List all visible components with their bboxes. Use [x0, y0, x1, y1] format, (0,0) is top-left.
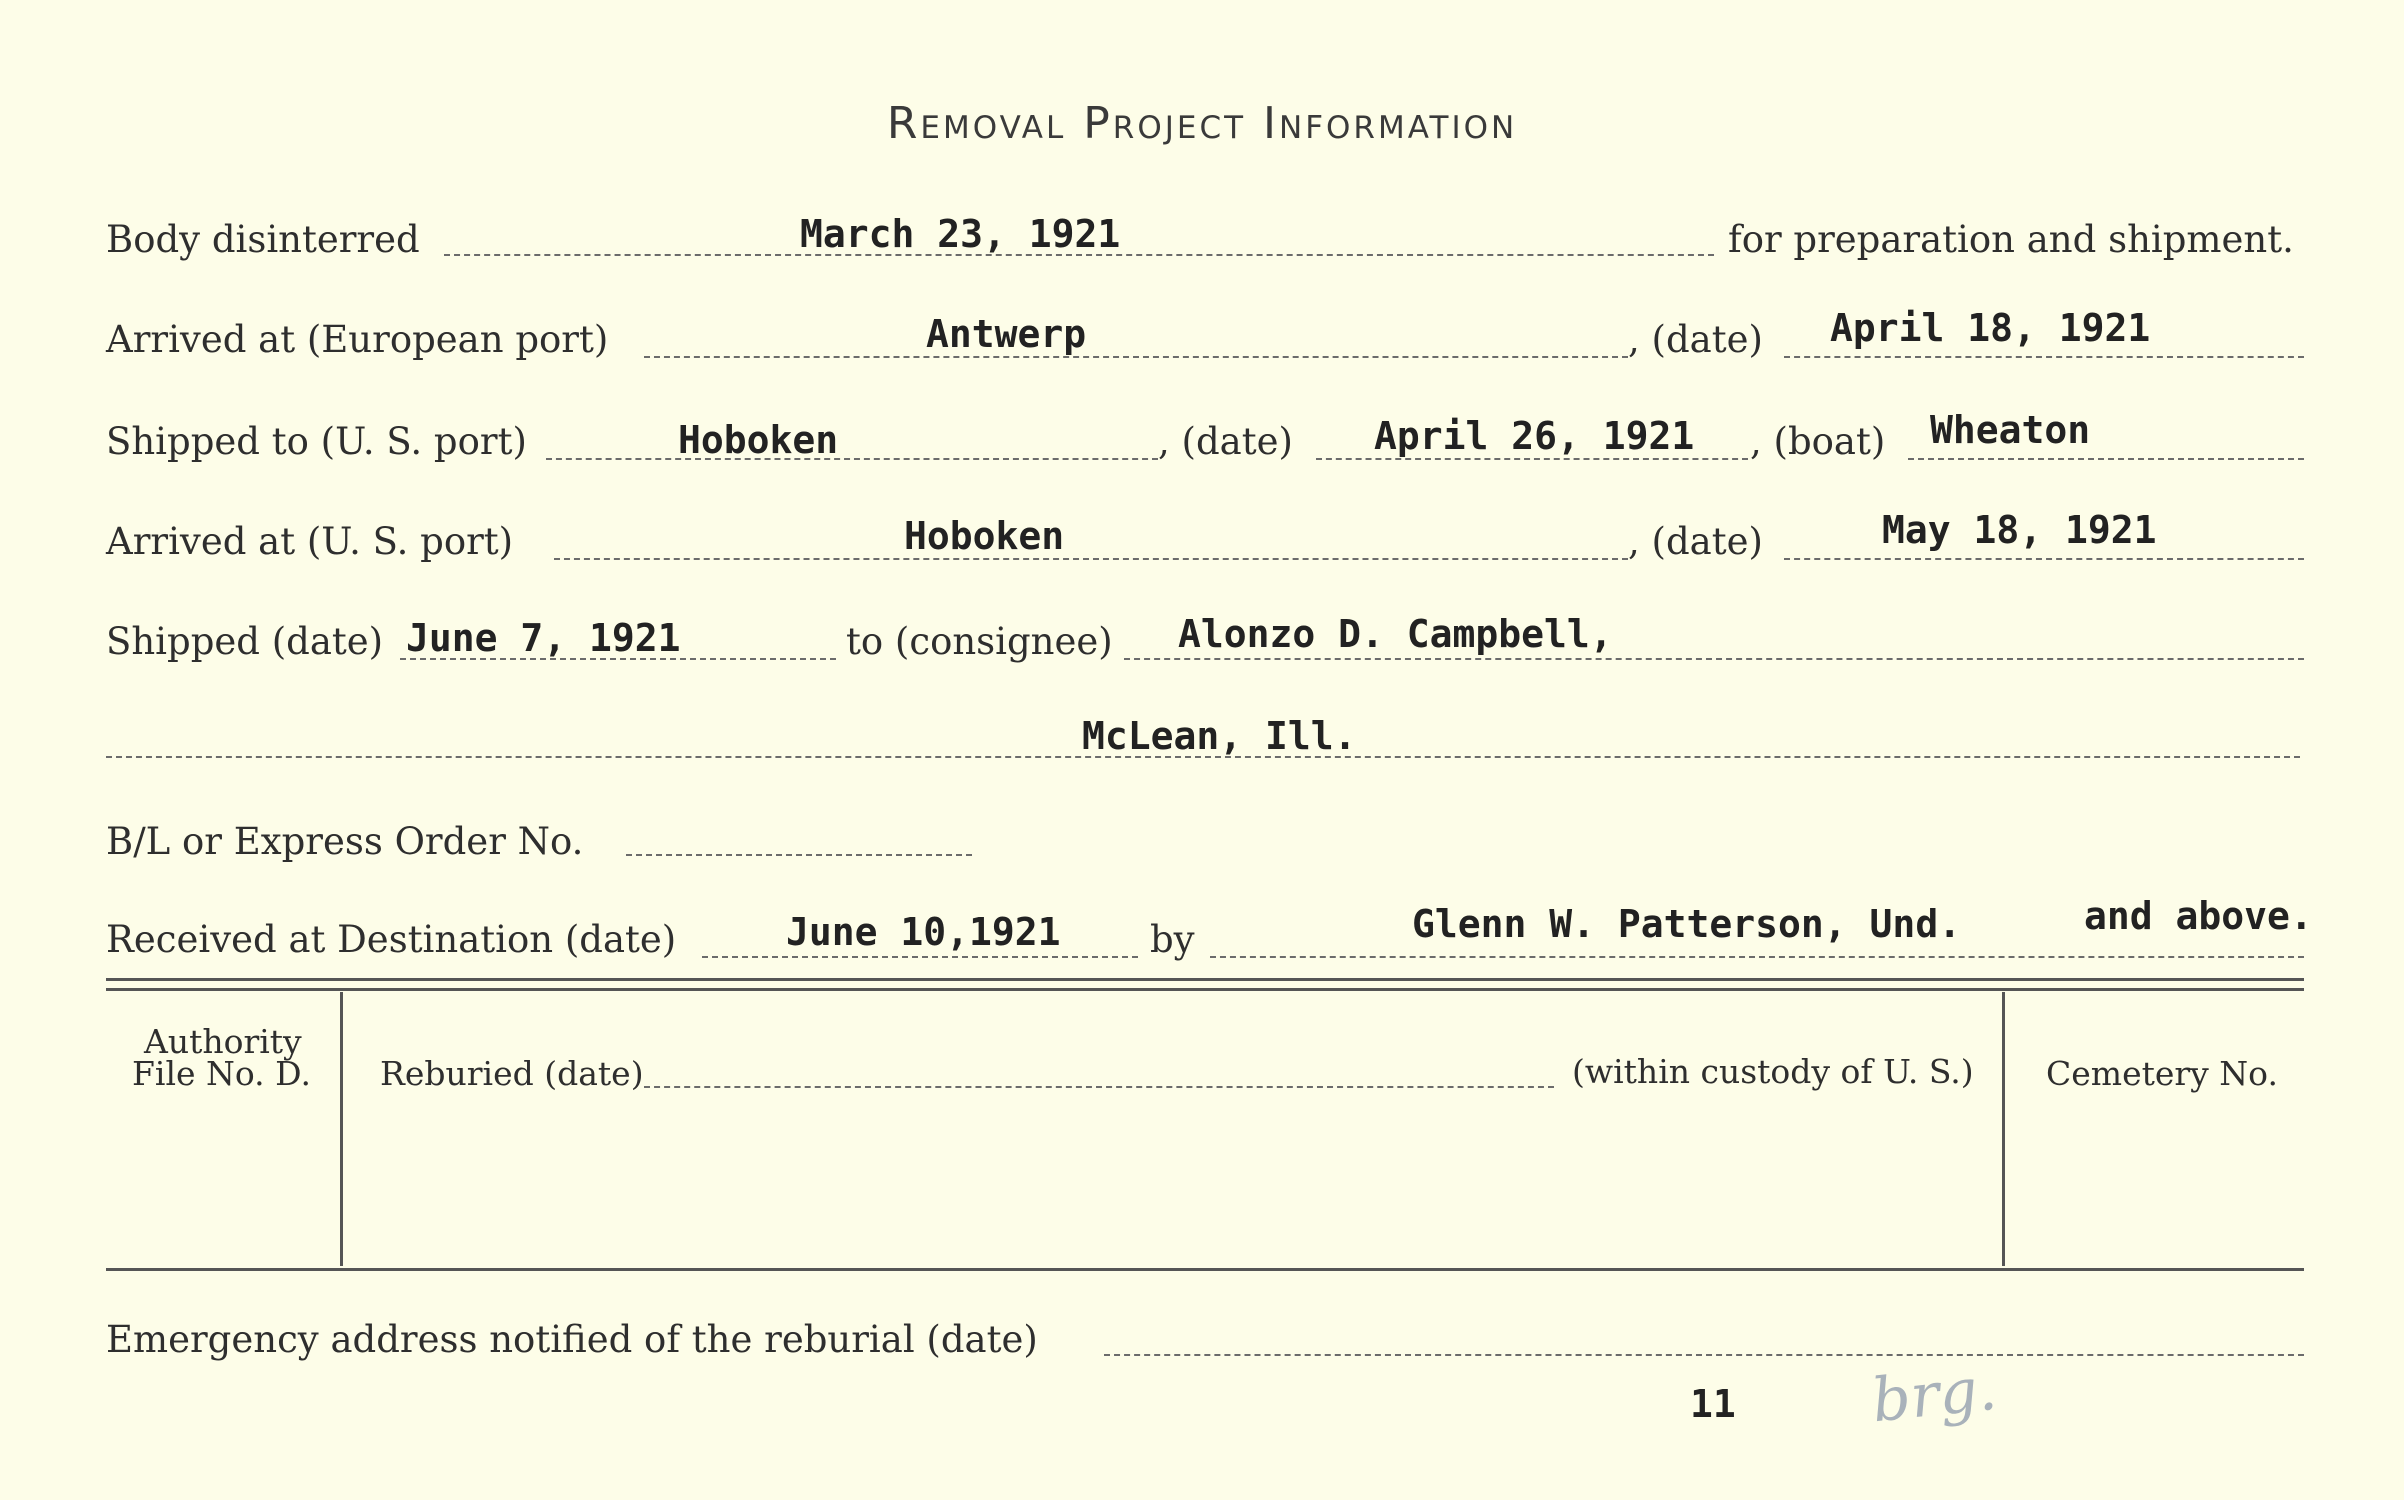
arrived-us-line — [554, 558, 1628, 560]
arrived-us-date-line — [1784, 558, 2304, 560]
section-divider-left — [340, 992, 343, 1266]
shipped-us-line — [546, 458, 1158, 460]
received-label: Received at Destination (date) — [106, 918, 677, 961]
bl-order-line — [626, 854, 972, 856]
shipped-us-date-line — [1316, 458, 1748, 460]
received-date-line — [702, 956, 1138, 958]
arrived-european-port: Antwerp — [926, 312, 1087, 356]
arrived-european-date-label: , (date) — [1628, 318, 1763, 361]
received-by: Glenn W. Patterson, Und. — [1412, 902, 1962, 946]
footer-code: 11 — [1690, 1382, 1736, 1426]
arrived-european-date-line — [1784, 356, 2304, 358]
shipped-us-boat-label: , (boat) — [1750, 420, 1886, 463]
body-disinterred-value: March 23, 1921 — [800, 212, 1121, 256]
section-rule-top — [106, 978, 2304, 981]
shipped-us-port: Hoboken — [678, 418, 839, 462]
form-title: Removal Project Information — [886, 98, 1518, 149]
authority-file-label: File No. D. — [132, 1054, 311, 1093]
consignee-line — [1124, 658, 2304, 660]
received-date: June 10,1921 — [786, 910, 1061, 954]
shipped-date-value: June 7, 1921 — [406, 616, 681, 660]
shipped-us-date: April 26, 1921 — [1374, 414, 1695, 458]
pencil-initials: brg. — [1868, 1353, 2000, 1437]
consignee-address: McLean, Ill. — [1082, 714, 1357, 758]
consignee-label: to (consignee) — [846, 620, 1113, 663]
reburied-custody: (within custody of U. S.) — [1572, 1052, 1974, 1091]
emergency-label: Emergency address notified of the reburial (date) — [106, 1318, 1038, 1361]
body-disinterred-label: Body disinterred — [106, 218, 420, 261]
reburied-line — [644, 1086, 1554, 1088]
body-disinterred-suffix: for preparation and shipment. — [1728, 218, 2294, 261]
arrived-european-date: April 18, 1921 — [1830, 306, 2151, 350]
consignee-name: Alonzo D. Campbell, — [1178, 612, 1613, 656]
shipped-date-label: Shipped (date) — [106, 620, 384, 663]
shipped-us-boat: Wheaton — [1930, 408, 2091, 452]
arrived-us-date-label: , (date) — [1628, 520, 1763, 563]
reburied-label: Reburied (date) — [380, 1054, 644, 1093]
shipped-us-boat-line — [1908, 458, 2304, 460]
authority-label: Authority — [144, 1022, 302, 1061]
arrived-us-label: Arrived at (U. S. port) — [106, 520, 514, 563]
section-divider-right — [2002, 992, 2005, 1266]
arrived-european-line — [644, 356, 1628, 358]
arrived-us-date: May 18, 1921 — [1882, 508, 2157, 552]
emergency-line — [1104, 1354, 2304, 1356]
cemetery-label: Cemetery No. — [2046, 1054, 2278, 1093]
arrived-european-label: Arrived at (European port) — [106, 318, 609, 361]
shipped-us-date-label: , (date) — [1158, 420, 1293, 463]
received-by-label: by — [1150, 918, 1195, 961]
arrived-us-port: Hoboken — [904, 514, 1065, 558]
shipped-us-label: Shipped to (U. S. port) — [106, 420, 527, 463]
received-extra: and above. — [2084, 894, 2313, 938]
bl-order-label: B/L or Express Order No. — [106, 820, 584, 863]
section-rule-top-double — [106, 988, 2304, 991]
received-by-line — [1210, 956, 2304, 958]
section-rule-bottom — [106, 1268, 2304, 1271]
